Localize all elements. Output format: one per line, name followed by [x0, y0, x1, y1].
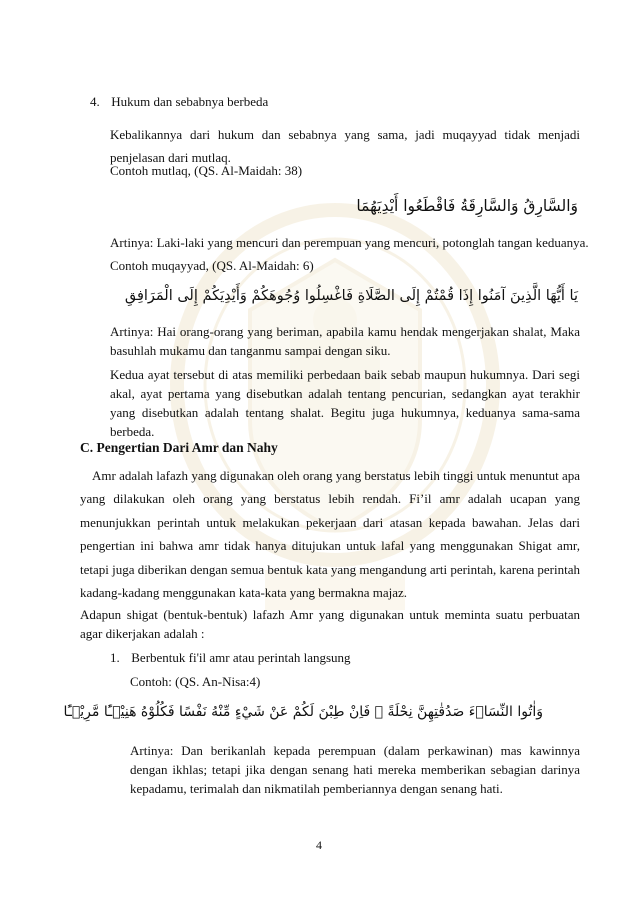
- list-item-1-number: 1.: [110, 650, 120, 665]
- example-muqayyad: Contoh muqayyad, (QS. Al-Maidah: 6): [110, 258, 314, 273]
- list-item-1-title: Berbentuk fi'il amr atau perintah langsung: [131, 650, 351, 665]
- arabic-verse-al-maidah-6: يَا أَيُّهَا الَّذِينَ آمَنُوا إِذَا قُمْتُمْ إِلَى الصَّلَاةِ فَاغْسِلُوا وُجُوهَكُمْ وَأَيْدِيَكُمْ إِلَى الْمَرَافِقِ: [124, 288, 578, 304]
- example-an-nisa: Contoh: (QS. An-Nisa:4): [130, 674, 261, 689]
- artinya-3: Artinya: Dan berikanlah kepada perempuan (dalam perkawinan) mas kawinnya dengan ikhlas; tetapi jika dengan senang hati mereka memberikan sebagian darinya kepadamu, terimalah dan nikmatilah pemberiannya dengan senang hati.: [130, 743, 580, 796]
- artinya-2: Artinya: Hai orang-orang yang beriman, apabila kamu hendak mengerjakan shalat, Maka basuhlah mukamu dan tanganmu sampai dengan siku.: [110, 324, 580, 358]
- list-item-1-heading: [110, 648, 351, 667]
- section-c-paragraph-1: Amr adalah lafazh yang digunakan oleh orang yang berstatus lebih tinggi untuk menuntut apa yang dilakukan oleh orang yang berstatus lebih rendah. Fi’il amr adalah ucapan yang menunjukkan perintah untuk melakukan pekerjaan dari atasan kepada bawahan. Jelas dari pengertian ini bahwa amr tidak hanya ditujukan untuk lafal yang menggunakan Shigat amr, tetapi juga diberikan dengan semua bentuk kata yang mengandung arti perintah, karena perintah kadang-kadang menggunakan kata-kata yang bermakna majaz.: [80, 468, 580, 601]
- artinya-1: Artinya: Laki-laki yang mencuri dan perempuan yang mencuri, potonglah tangan keduanya.: [110, 235, 589, 250]
- page-number: 4: [316, 838, 322, 852]
- arabic-verse-al-maidah-38: وَالسَّارِقُ وَالسَّارِقَةُ فَاقْطَعُوا أَيْدِيَهُمَا: [356, 197, 578, 215]
- item-4-heading: [90, 92, 268, 111]
- item-4-title: Hukum dan sebabnya berbeda: [111, 94, 269, 109]
- example-mutlaq: Contoh mutlaq, (QS. Al-Maidah: 38): [110, 163, 303, 178]
- item-4-number: 4.: [90, 94, 100, 109]
- item-4-paragraph-2: Kedua ayat tersebut di atas memiliki perbedaan baik sebab maupun hukumnya. Dari segi akal, ayat pertama yang disebutkan adalah tentang pencurian, sedangkan ayat terakhir yang disebutkan adalah tentang shalat. Begitu juga hukumnya, keduanya sama-sama berbeda.: [110, 367, 580, 439]
- item-4-paragraph: Kebalikannya dari hukum dan sebabnya yang sama, jadi muqayyad tidak menjadi penjelasan dari mutlaq.: [110, 127, 580, 165]
- section-c-paragraph-2: Adapun shigat (bentuk-bentuk) lafazh Amr yang digunakan untuk meminta suatu perbuatan agar dikerjakan adalah :: [80, 607, 580, 641]
- section-c-heading: C. Pengertian Dari Amr dan Nahy: [80, 440, 278, 455]
- arabic-verse-an-nisa-4: وَاٰتُوا النِّسَاۤءَ صَدُقٰتِهِنَّ نِحْلَةً ۗ فَاِنْ طِبْنَ لَكُمْ عَنْ شَيْءٍ مِّنْهُ نَفْسًا فَكُلُوْهُ هَنِيْۤـًٔا مَّرِيْۤـًٔا: [63, 704, 543, 720]
